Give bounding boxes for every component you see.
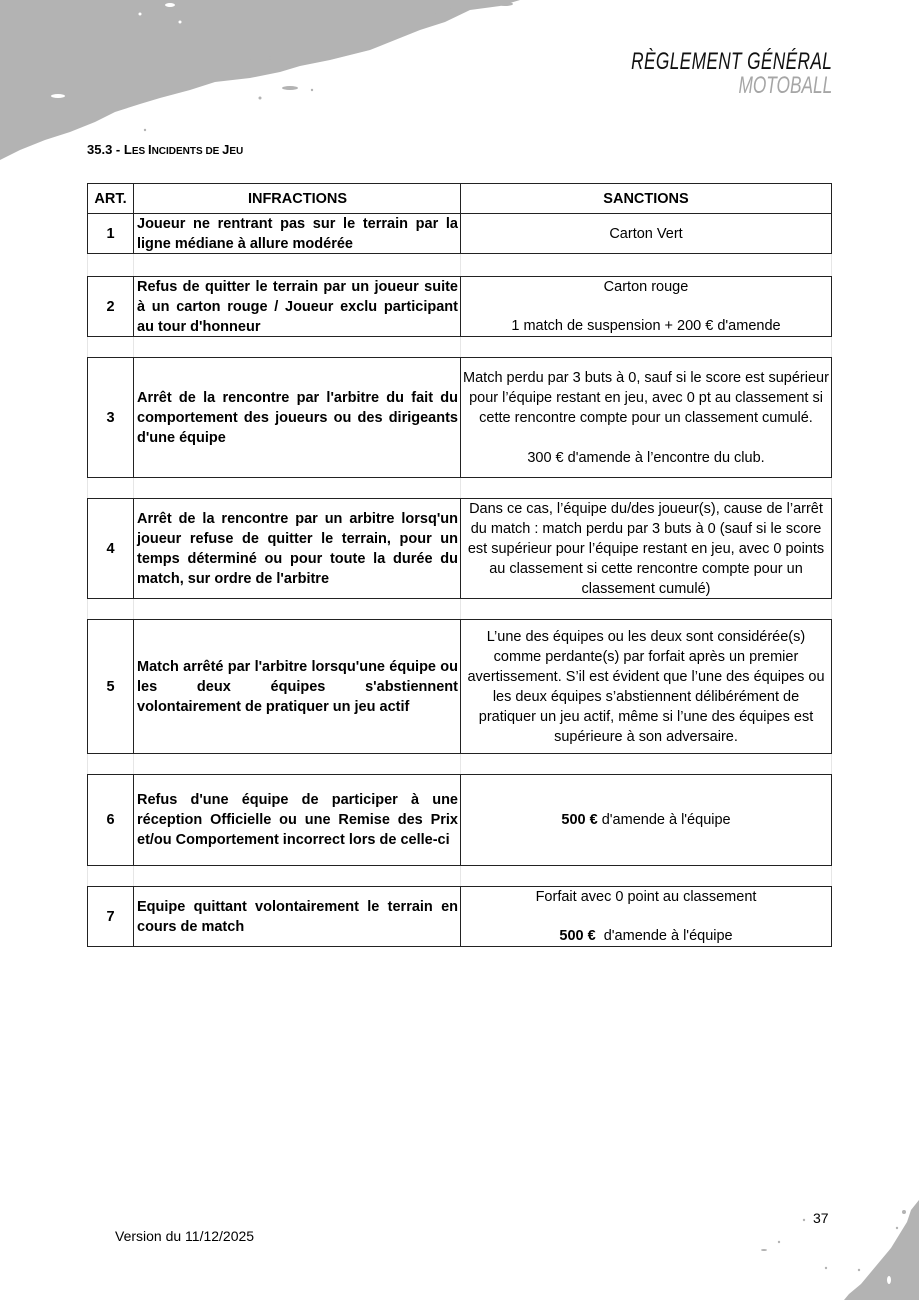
fine-amount: 500 € [561, 812, 598, 828]
table-row [87, 774, 832, 866]
section-title-part: L [123, 142, 132, 157]
fine-description: d'amende à l'équipe [595, 928, 733, 944]
row-art-number: 1 [88, 214, 134, 253]
sanction-text: Match perdu par 3 buts à 0, sauf si le score est supérieur pour l’équipe restant en jeu, avec 0 pt au classement si cette rencontre compte pour un classement cumulé. [463, 369, 829, 426]
section-heading [87, 142, 243, 157]
document-brand [631, 50, 832, 98]
row-sanction [461, 277, 831, 336]
footer-version: Version du 11/12/2025 [115, 1228, 255, 1244]
decorative-splash-top-left [0, 0, 520, 170]
brand-subtitle: MOTOBALL [738, 72, 832, 99]
row-art-number: 4 [88, 499, 134, 598]
infraction-text: Equipe quittant volontairement le terrain en cours de match [137, 898, 458, 935]
section-number: 35.3 - [87, 142, 124, 157]
row-infraction [134, 620, 461, 753]
infraction-text: Match arrêté par l'arbitre lorsqu'une équipe ou les deux équipes s'abstiennent volontairement de pratiquer un jeu actif [137, 658, 458, 715]
row-sanction [461, 775, 831, 865]
row-infraction [134, 214, 461, 253]
page-number: 37 [813, 1210, 829, 1226]
infraction-text: Joueur ne rentrant pas sur le terrain par la ligne médiane à allure modérée [137, 215, 458, 252]
infraction-text: Refus de quitter le terrain par un joueur suite à un carton rouge / Joueur exclu participant au tour d'honneur [137, 278, 458, 335]
sanction-text [561, 810, 730, 830]
row-infraction [134, 499, 461, 598]
sanction-text [559, 926, 732, 946]
infraction-text: Arrêt de la rencontre par l'arbitre du fait du comportement des joueurs ou des dirigeants d'une équipe [137, 389, 458, 446]
table-row [87, 214, 832, 254]
row-sanction [461, 620, 831, 753]
row-art-number: 7 [88, 887, 134, 946]
decorative-splash-bottom-right [749, 1190, 919, 1300]
sanction-text: Carton Vert [609, 225, 683, 242]
section-title-part: ES [131, 146, 148, 157]
spacer-row [87, 478, 832, 498]
sanction-text: Carton rouge [603, 279, 689, 295]
section-title-part: I [147, 142, 152, 157]
sanction-text: L’une des équipes ou les deux sont considérée(s) comme perdante(s) par forfait après un premier avertissement. S’il est évident que l’une des équipes ou les deux équipes s’abstiennent délibérément de pratiquer un jeu actif, même si l’une des équipes est supérieure à son adversaire. [467, 628, 825, 745]
row-infraction [134, 887, 461, 946]
section-title-part: J [222, 142, 230, 157]
row-sanction [461, 358, 831, 477]
row-art-number: 6 [88, 775, 134, 865]
spacer-row [87, 754, 832, 774]
section-title-part: EU [229, 146, 244, 157]
header-sanctions: SANCTIONS [603, 190, 689, 207]
table-row [87, 619, 832, 754]
spacer-row [87, 866, 832, 886]
row-art-number: 2 [88, 277, 134, 336]
table-row [87, 357, 832, 478]
sanction-text: 300 € d'amende à l’encontre du club. [527, 449, 765, 466]
infraction-text: Arrêt de la rencontre par un arbitre lorsq'un joueur refuse de quitter le terrain, pour un temps déterminé ou pour toute la durée du match, sur ordre de l'arbitre [137, 510, 458, 587]
row-infraction [134, 358, 461, 477]
brand-title: RÈGLEMENT GÉNÉRAL [630, 48, 832, 75]
spacer-row [87, 337, 832, 357]
row-infraction [134, 277, 461, 336]
row-art-number: 5 [88, 620, 134, 753]
table-row [87, 886, 832, 947]
spacer-row [87, 599, 832, 619]
sanction-text: Dans ce cas, l’équipe du/des joueur(s), cause de l’arrêt du match : match perdu par 3 buts à 0 (sauf si le score est supérieur pour l’équipe restant en jeu, avec 0 points au classement si cette rencontre compte pour un classement cumulé) [467, 500, 825, 597]
sanction-text: Forfait avec 0 point au classement [535, 889, 757, 905]
row-sanction [461, 214, 831, 253]
sanction-text: 1 match de suspension + 200 € d'amende [511, 318, 781, 334]
row-sanction [461, 887, 831, 946]
sanctions-table [87, 183, 832, 947]
table-row [87, 276, 832, 337]
row-infraction [134, 775, 461, 865]
spacer-row [87, 254, 832, 276]
row-art-number: 3 [88, 358, 134, 477]
table-row [87, 498, 832, 599]
row-sanction [461, 499, 831, 598]
section-title-part: NCIDENTS DE [151, 146, 223, 157]
table-header-row [87, 183, 832, 214]
header-art: ART. [88, 184, 134, 213]
fine-description: d'amende à l'équipe [597, 812, 731, 828]
fine-amount: 500 € [559, 928, 596, 944]
infraction-text: Refus d'une équipe de participer à une réception Officielle ou une Remise des Prix et/ou Comportement incorrect lors de celle-ci [137, 792, 458, 848]
header-infractions: INFRACTIONS [134, 184, 461, 213]
